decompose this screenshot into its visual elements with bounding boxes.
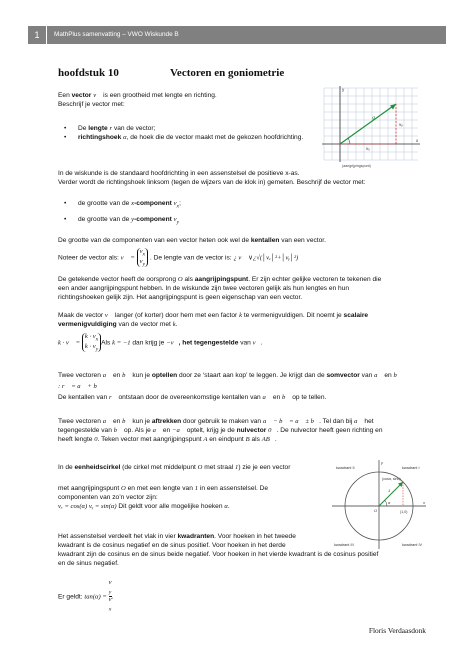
bullet-list-components <box>58 199 358 227</box>
quadrant-1-label: kwadrant I <box>402 466 420 470</box>
aftrekken-paragraph: Twee vectoren a⃗ en b⃗ kun je aftrekken door gebruik te maken van a⃗ − b⃗ = a⃗ ± b⃗. Tel dan bij a⃗ het tegengestelde van b⃗ op. Als je a⃗ en −a⃗ optelt, krijg je de nulvector 0⃗. De nulvector heeft geen richting en heeft lengte 0. Teken vector met aangrijpingspunt A en eindpunt B als AB⃗. <box>58 418 383 444</box>
arrow-head <box>390 104 396 110</box>
unit-vector <box>379 482 403 506</box>
list-item: • de grootte van de y-component $v_y$ <box>58 215 358 227</box>
column-vector: $k \cdot v_x$ $k \cdot v_y$ <box>82 333 101 352</box>
vector-grid-figure <box>318 82 422 168</box>
list-item: • de grootte van de x-component $v_x$; <box>58 199 358 211</box>
unit-vector-formula: vₓ = cos(α) vᵧ = sin(α) <box>58 503 117 511</box>
vy-label: vᵧ <box>399 122 403 127</box>
vector-label: v⃗ <box>372 116 375 122</box>
y-axis-label: y <box>342 87 345 92</box>
scalar-paragraph: Maak de vector v⃗ langer (of korter) door hem met een factor k te vermenigvuldigen. Dit noemt je scalaire vermenigvuldiging van de vector met k. <box>58 312 369 329</box>
vector-arrow <box>340 104 396 144</box>
alpha-label: α <box>388 500 391 505</box>
list-item: • De lengte r van de vector; <box>58 124 308 133</box>
grid-lines <box>324 88 418 160</box>
fraction: v $_y$ v $_x$ <box>108 579 112 613</box>
header-title: MathPlus samenvatting – VWO Wiskunde B <box>54 31 179 38</box>
notation-line: Noteer de vector als: v⃗ = $v_x$ $v_y$ . De lengte van de vector is: ¿ v⃗ ∨¿√(│vₓ│²+│vᵧ│²) <box>58 248 299 267</box>
header-bar <box>28 26 446 44</box>
figure-caption: (aangrijpingspunt) <box>342 164 371 168</box>
y-axis-label: y <box>381 460 383 465</box>
vx-label: vₓ <box>366 146 370 151</box>
somvector-paragraph: Twee vectoren a⃗ en b⃗ kun je optellen door ze ‘staart aan kop’ te leggen. Je krijgt dan de somvector van a⃗ en b⃗ : r⃗ = a⃗ + b⃗ De kentallen van r⃗ ontstaan door de overeenkomstige kentallen van a⃗ en b⃗ op te tellen. <box>58 372 402 402</box>
x-axis-label: x <box>416 138 419 143</box>
scalar-formula: k · v⃗ = $k \cdot v_x$ $k \cdot v_yAls$ k = −1 dan krijg je −v⃗, het tegengestelde van v⃗. <box>58 333 263 352</box>
intro-paragraph: Een vector v⃗ is een grootheid met lengte en richting. Beschrijf je vector met: <box>58 92 217 109</box>
aangrijpingspunt-paragraph: De getekende vector heeft de oorsprong O als aangrijpingspunt. Er zijn echter gelijke vectoren te tekenen die een ander aangrijpingspunt hebben. In de wiskunde zijn twee vectoren gelijk als hun lengtes en hun richtingshoeken gelijk zijn. Het aangrijpingspunt is geen eigenschap van een vector. <box>58 276 382 302</box>
point-cos-sin-label: (cosα, sinα) <box>382 477 401 481</box>
angle-arc <box>385 500 387 506</box>
x-axis-label: x <box>423 500 425 505</box>
chapter-title: Vectoren en goniometrie <box>170 67 285 79</box>
page-number: 1 <box>28 26 47 44</box>
column-vector: $v_x$ $v_y$ <box>137 248 148 267</box>
radius-label: 1 <box>388 488 391 493</box>
kwadranten-paragraph: Het assenstelsel verdeelt het vlak in vier kwadranten. Voor hoeken in het tweede kwadrant is de cosinus negatief en de sinus positief. Voor hoeken in het derde kwadrant zijn de cosinus en de sinus beide negatief. Voor hoeken in het vierde kwadrant is de cosinus positief en de sinus negatief. <box>58 533 379 568</box>
point-1-0-label: (1,0) <box>400 510 408 514</box>
kentallen-paragraph: De grootte van de componenten van een vector heten ook wel de kentallen van een vector. <box>58 237 326 244</box>
angle-arc <box>348 138 350 144</box>
author-footer: Floris Verdaasdonk <box>368 626 426 635</box>
eenheidscirkel-paragraph: In de eenheidscirkel (de cirkel met middelpunt O met straal 1) zie je een vector met aangrijpingspunt O en met een lengte van 1 in een assenstelsel. De componenten van zo’n vector zijn: vₓ = cos(α) vᵧ = sin(α) Dit geldt voor alle mogelijke hoeken α. <box>58 464 291 511</box>
bullet-list-lengte <box>58 124 308 142</box>
origin-label: O <box>374 508 378 513</box>
quadrant-2-label: kwadrant II <box>336 466 355 470</box>
tan-formula: Er geldt: tan(α) = v $_y$ v $_x$ . <box>58 579 114 613</box>
hoofdrichting-paragraph: In de wiskunde is de standaard hoofdrichting in een assenstelsel de positieve x-as. Verder wordt de richtingshoek linksom (tegen de wijzers van de klok in) gemeten. Beschrijf de vector met: <box>58 170 366 187</box>
quadrant-4-label: kwadrant IV <box>402 543 423 547</box>
list-item: • richtingshoek α, de hoek die de vector maakt met de gekozen hoofdrichting. <box>58 133 308 142</box>
chapter-number: hoofdstuk 10 <box>58 67 119 79</box>
length-formula: ¿ v⃗ ∨¿√(│vₓ│²+│vᵧ│²) <box>233 254 299 262</box>
quadrant-3-label: kwadrant III <box>334 543 354 547</box>
